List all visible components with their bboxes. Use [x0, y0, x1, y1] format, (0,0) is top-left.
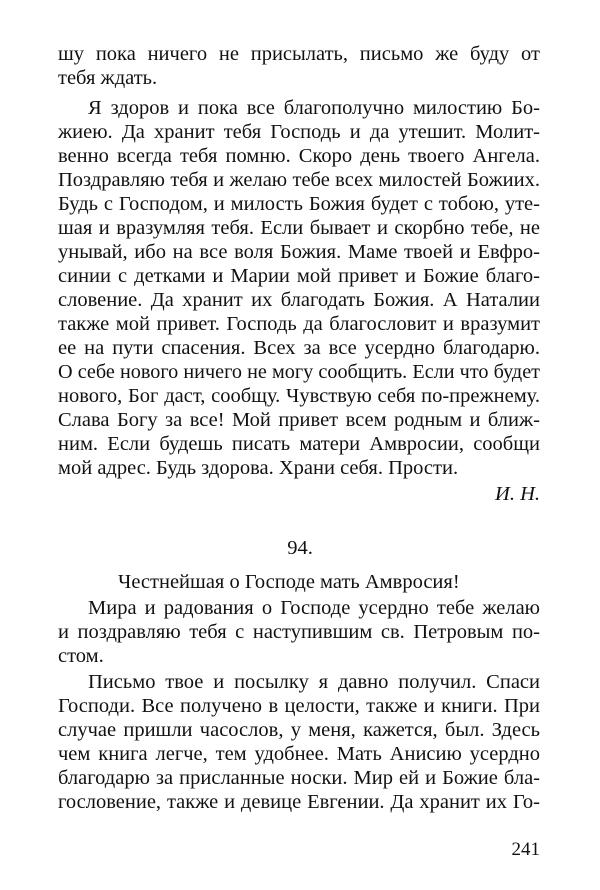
text-line: тебя ждать. [58, 67, 158, 89]
text-line: жиею. Да хранит тебя Господь и да утешит. Молит- [58, 121, 540, 143]
letter-number: 94. [287, 537, 313, 559]
text-line: стом. [58, 645, 104, 667]
text-line: чем книга легче, тем удобнее. Мать Анисию усердно [58, 743, 540, 765]
text-line: Господи. Все получено в целости, также и книги. При [58, 695, 540, 717]
page-number: 241 [511, 839, 540, 860]
text-line: гословение, также и девице Евгении. Да хранит их Го- [58, 791, 540, 813]
signature: И. Н. [495, 483, 540, 505]
text-line: мой адрес. Будь здорова. Храни себя. Прости. [58, 457, 459, 479]
text-line: шу пока ничего не присылать, письмо же буду от [58, 43, 540, 65]
text-line: Письмо твое и посылку я давно получил. Спаси [88, 671, 540, 693]
text-line: случае пришли часослов, у меня, кажется, был. Здесь [58, 719, 540, 741]
text-line: венно всегда тебя помню. Скоро день твоего Ангела. [58, 145, 540, 167]
text-line: О себе нового ничего не могу сообщить. Если что будет [58, 361, 540, 383]
text-line: ее на пути спасения. Всех за все усердно благодарю. [58, 337, 540, 359]
text-line: и поздравляю тебя с наступившим св. Петровым по- [58, 621, 540, 643]
text-line: нового, Бог даст, сообщу. Чувствую себя по-прежнему. [58, 385, 540, 407]
salutation: Честнейшая о Господе мать Амвросия! [118, 571, 460, 593]
text-line: ним. Если будешь писать матери Амвросии, сообщи [58, 433, 540, 455]
text-line: синии с детками и Марии мой привет и Божие благо- [58, 265, 540, 287]
text-line: унывай, ибо на все воля Божия. Маме твоей и Евфро- [58, 241, 540, 263]
text-line: Будь с Господом, и милость Божия будет с тобою, уте- [58, 193, 540, 215]
text-line: Мира и радования о Господе усердно тебе желаю [88, 597, 540, 619]
text-line: благодарю за присланные носки. Мир ей и Божие бла- [58, 767, 540, 789]
text-line: Поздравляю тебя и желаю тебе всех милостей Божиих. [58, 169, 540, 191]
text-line: Я здоров и пока все благополучно милостию Бо- [88, 97, 540, 119]
text-line: Слава Богу за все! Мой привет всем родным и ближ- [58, 409, 540, 431]
text-line: также мой привет. Господь да благословит и вразумит [58, 313, 540, 335]
text-line: шая и вразумляя тебя. Если бывает и скорбно тебе, не [58, 217, 540, 239]
text-line: словение. Да хранит их благодать Божия. А Наталии [58, 289, 540, 311]
